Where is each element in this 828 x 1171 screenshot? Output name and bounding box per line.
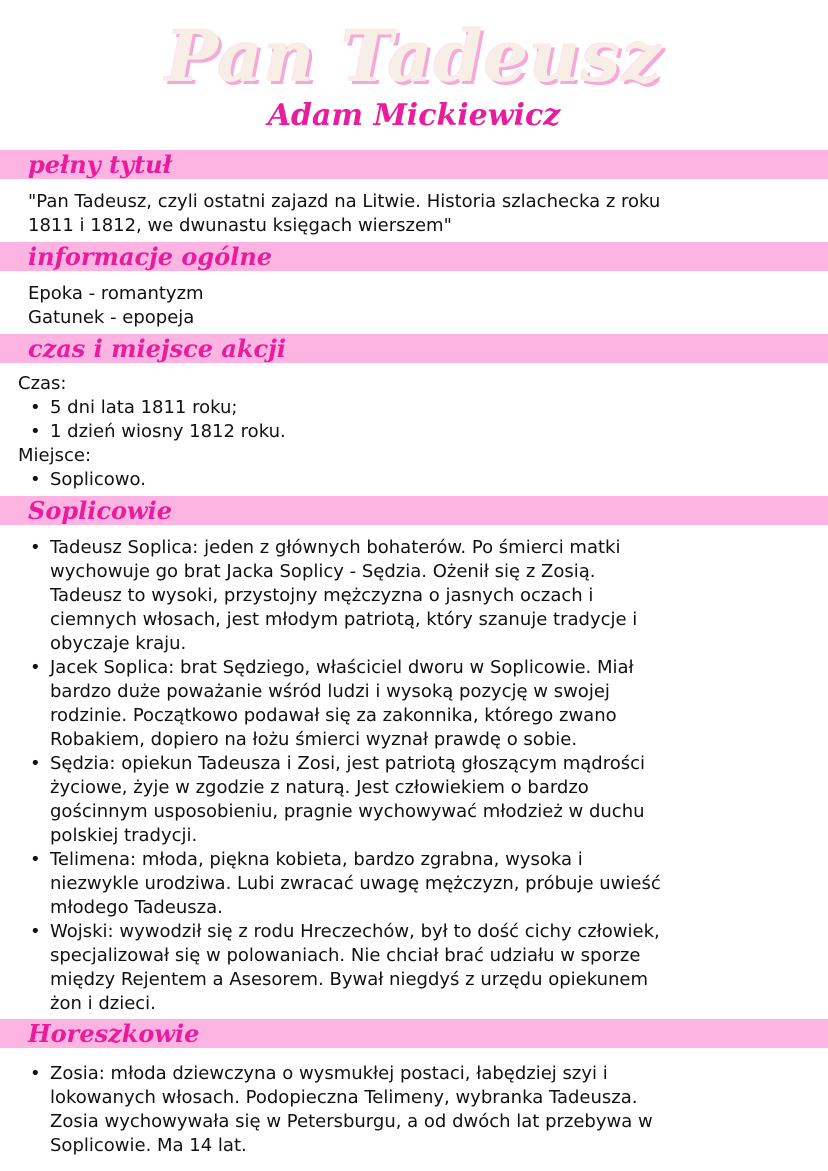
text-line: Robakiem, dopiero na łożu śmierci wyznał prawdę o sobie.: [50, 729, 578, 750]
text-line: specjalizował się w polowaniach. Nie chciał brać udziału w sporze: [50, 945, 641, 966]
text-line: • Wojski: wywodził się z rodu Hreczechów, był to dość cichy człowiek,: [50, 921, 660, 942]
text-line: Epoka - romantyzm: [28, 283, 204, 304]
text-line: • Zosia: młoda dziewczyna o wysmukłej postaci, łabędziej szyi i: [50, 1063, 608, 1084]
text-line: • 1 dzień wiosny 1812 roku.: [50, 421, 286, 442]
list-item-jacek: [18, 656, 808, 752]
section-heading: pełny tytuł: [28, 150, 172, 179]
section-header-general: [0, 242, 828, 271]
horeszkowie-list: [18, 1062, 808, 1158]
section-header-horeszkowie: [0, 1019, 828, 1048]
text-line: obyczaje kraju.: [50, 633, 187, 654]
section-header-soplicowie: [0, 496, 828, 525]
text-line: • Jacek Soplica: brat Sędziego, właściciel dworu w Soplicowie. Miał: [50, 657, 634, 678]
list-item-zosia: [18, 1062, 808, 1158]
full-title-text: [28, 190, 660, 238]
text-line: żon i dzieci.: [50, 993, 156, 1014]
text-line: "Pan Tadeusz, czyli ostatni zajazd na Litwie. Historia szlachecka z roku: [28, 191, 661, 212]
text-line: • Sędzia: opiekun Tadeusza i Zosi, jest patriotą głoszącym mądrości: [50, 753, 646, 774]
list-item-telimena: [18, 848, 808, 920]
text-line: • 5 dni lata 1811 roku;: [50, 397, 238, 418]
text-line: życiowe, żyje w zgodzie z naturą. Jest człowiekiem o bardzo: [50, 777, 589, 798]
document-title: Pan Tadeusz: [165, 15, 663, 98]
list-item-tadeusz: [18, 536, 808, 656]
text-line: między Rejentem a Asesorem. Bywał niegdyś z urzędu opiekunem: [50, 969, 649, 990]
section-heading: informacje ogólne: [28, 242, 273, 271]
section-header-time-place: [0, 334, 828, 363]
text-line: Gatunek - epopeja: [28, 307, 195, 328]
section-heading: czas i miejsce akcji: [28, 334, 286, 363]
text-line: ciemnych włosach, jest młodym patriotą, który szanuje tradycje i: [50, 609, 638, 630]
document-author: Adam Mickiewicz: [267, 98, 561, 133]
text-line: polskiej tradycji.: [50, 825, 198, 846]
soplicowie-list: [18, 536, 808, 1016]
text-line: Soplicowie. Ma 14 lat.: [50, 1135, 247, 1156]
text-line: bardzo duże poważanie wśród ludzi i wysoką pozycję w swojej: [50, 681, 610, 702]
text-line: Zosia wychowywała się w Petersburgu, a od dwóch lat przebywa w: [50, 1111, 653, 1132]
list-item-sedzia: [18, 752, 808, 848]
section-heading: Horeszkowie: [28, 1019, 200, 1048]
text-line: • Tadeusz Soplica: jeden z głównych bohaterów. Po śmierci matki: [50, 537, 621, 558]
text-line: niezwykle urodziwa. Lubi zwracać uwagę mężczyzn, próbuje uwieść: [50, 873, 661, 894]
text-line: • Soplicowo.: [50, 469, 146, 490]
section-header-full-title: [0, 150, 828, 179]
text-line: Tadeusz to wysoki, przystojny mężczyzna o jasnych oczach i: [50, 585, 594, 606]
general-info-text: [28, 282, 204, 330]
time-label: Czas:: [18, 373, 67, 394]
text-line: młodego Tadeusza.: [50, 897, 223, 918]
text-line: rodzinie. Początkowo podawał się za zakonnika, którego zwano: [50, 705, 617, 726]
list-item-wojski: [18, 920, 808, 1016]
text-line: wychowuje go brat Jacka Soplicy - Sędzia. Ożenił się z Zosią.: [50, 561, 596, 582]
text-line: lokowanych włosach. Podopieczna Telimeny, wybranka Tadeusza.: [50, 1087, 638, 1108]
time-list: [18, 396, 808, 444]
list-item: [18, 468, 808, 492]
text-line: 1811 i 1812, we dwunastu księgach wierszem": [28, 215, 452, 236]
text-line: • Telimena: młoda, piękna kobieta, bardzo zgrabna, wysoka i: [50, 849, 583, 870]
list-item: [18, 396, 808, 420]
place-label: Miejsce:: [18, 445, 92, 466]
place-list: [18, 468, 808, 492]
section-heading: Soplicowie: [28, 496, 173, 525]
list-item: [18, 420, 808, 444]
text-line: gościnnym usposobieniu, pragnie wychowywać młodzież w duchu: [50, 801, 645, 822]
